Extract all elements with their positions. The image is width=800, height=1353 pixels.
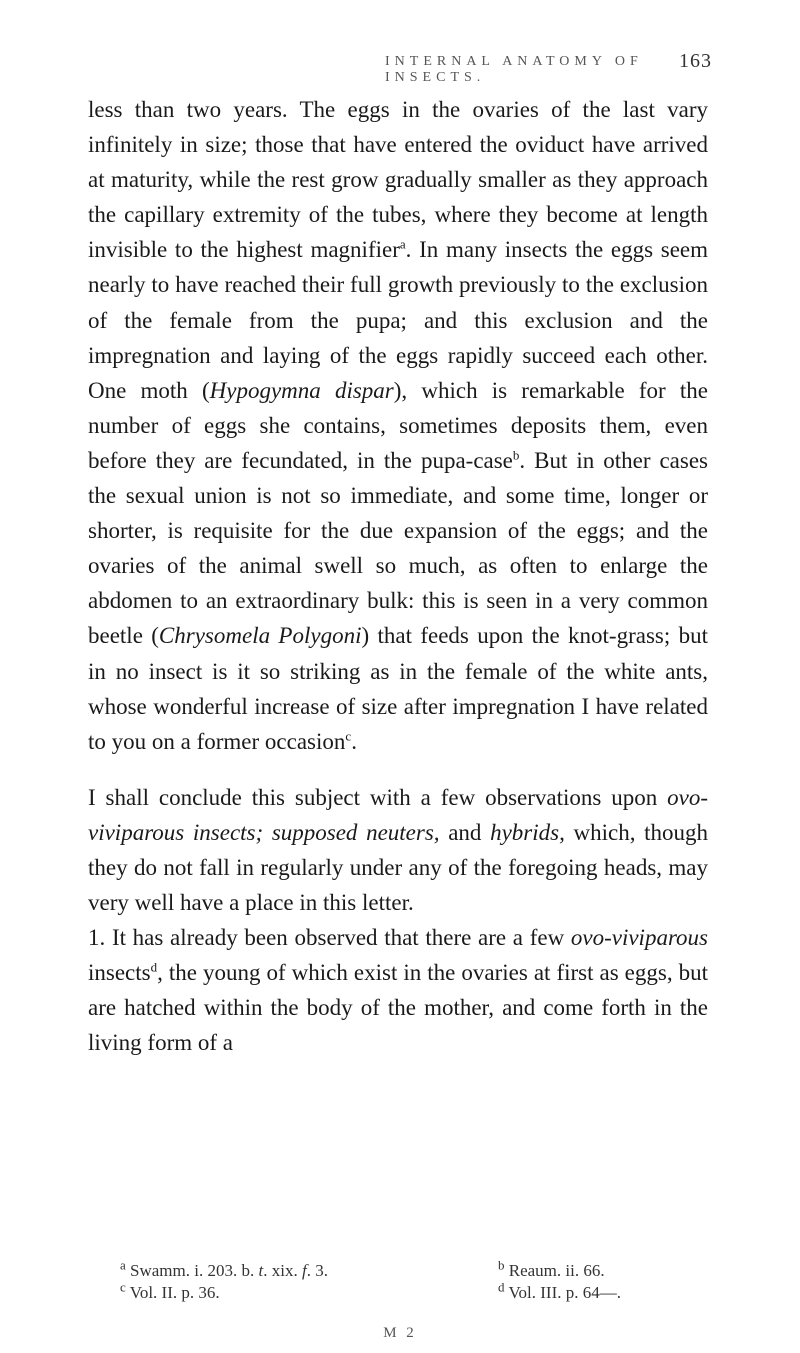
- text-run: I shall conclude this subject with a few observations upon: [88, 784, 668, 810]
- footnote-text: . 3.: [306, 1261, 328, 1280]
- text-run: insects: [88, 960, 151, 986]
- footnote-mark: a: [120, 1257, 126, 1273]
- footnote-text: Vol. II. p. 36.: [129, 1283, 220, 1302]
- footnote-text: Vol. III. p. 64—.: [508, 1283, 621, 1302]
- footnote-a: [120, 1257, 328, 1282]
- footnote-text: Swamm. i. 203. b.: [130, 1261, 259, 1280]
- paragraph-1: [88, 92, 708, 759]
- text-run: ), which is remarkable for the number of eggs she contains, sometimes deposits them, even before they are fecundated, in the pupa-case: [88, 377, 709, 473]
- footnote-mark: d: [498, 1279, 505, 1295]
- text-run: less than two years. The eggs in the ovaries of the last vary infinitely in size; those that have entered the oviduct have arrived at maturity, while the rest grow gradually smaller as they approach the capillary extremity of the tubes, where they become at length invisible to the highest magnifier: [88, 97, 708, 263]
- footnote-ref-b[interactable]: b: [512, 447, 520, 463]
- footnote-text: . xix.: [263, 1261, 302, 1280]
- footnote-text: Reaum. ii. 66.: [508, 1261, 605, 1280]
- text-run: .: [351, 728, 357, 754]
- italic-term: hybrids,: [490, 819, 565, 845]
- paragraph-3: [88, 920, 708, 1060]
- footnote-d: [498, 1279, 621, 1304]
- signature-mark: M 2: [383, 1325, 417, 1341]
- text-run: , the young of which exist in the ovaries at first as eggs, but are hatched within the body of the mother, and come forth in the living form of a: [88, 960, 708, 1056]
- text-run: 1. It has already been observed that there are a few: [88, 925, 571, 951]
- footnote-row: [120, 1257, 720, 1282]
- page-header: [385, 50, 712, 85]
- italic-term: ovo-viviparous: [570, 925, 708, 951]
- paragraph-2: [88, 780, 708, 920]
- footnote-row: [120, 1279, 720, 1304]
- footnote-b: [498, 1257, 605, 1282]
- italic-term: ovo-viviparous insects; supposed neuters,: [88, 784, 708, 845]
- text-run: which, though they do not fall in regularly under any of the foregoing heads, may very well have a place in this letter.: [88, 819, 708, 916]
- text-run: ) that feeds upon the knot-grass; but in no insect is it so striking as in the female of the white ants, whose wonderful increase of size after impregnation I have related to you on a former occasion: [88, 623, 708, 754]
- species-name: Hypogymna dispar: [209, 377, 394, 403]
- footnotes: [120, 1257, 720, 1304]
- footnote-ref-a[interactable]: a: [399, 236, 406, 252]
- footnote-italic: t: [258, 1261, 264, 1280]
- text-run: and: [439, 819, 491, 845]
- footnote-ref-d[interactable]: d: [150, 959, 158, 975]
- page-number: 163: [679, 50, 712, 72]
- species-name: Chrysomela Polygoni: [158, 623, 362, 649]
- footnote-c: [120, 1279, 220, 1304]
- footnote-mark: c: [120, 1279, 126, 1295]
- body-text: [88, 92, 708, 1061]
- footnote-italic: f: [301, 1261, 307, 1280]
- running-title: INTERNAL ANATOMY OF INSECTS.: [385, 54, 643, 85]
- footnote-ref-c[interactable]: c: [345, 728, 352, 744]
- text-run: . In many insects the eggs seem nearly to have reached their full growth previously to the exclusion of the female from the pupa; and this exclusion and the impregnation and laying of the eggs rapidly succeed each other. One moth (: [88, 237, 708, 403]
- text-run: . But in other cases the sexual union is not so immediate, and some time, longer or shorter, is requisite for the due expansion of the eggs; and the ovaries of the animal swell so much, as often to enlarge the abdomen to an extraordinary bulk: this is seen in a very common beetle (: [88, 447, 709, 649]
- footnote-mark: b: [498, 1257, 505, 1273]
